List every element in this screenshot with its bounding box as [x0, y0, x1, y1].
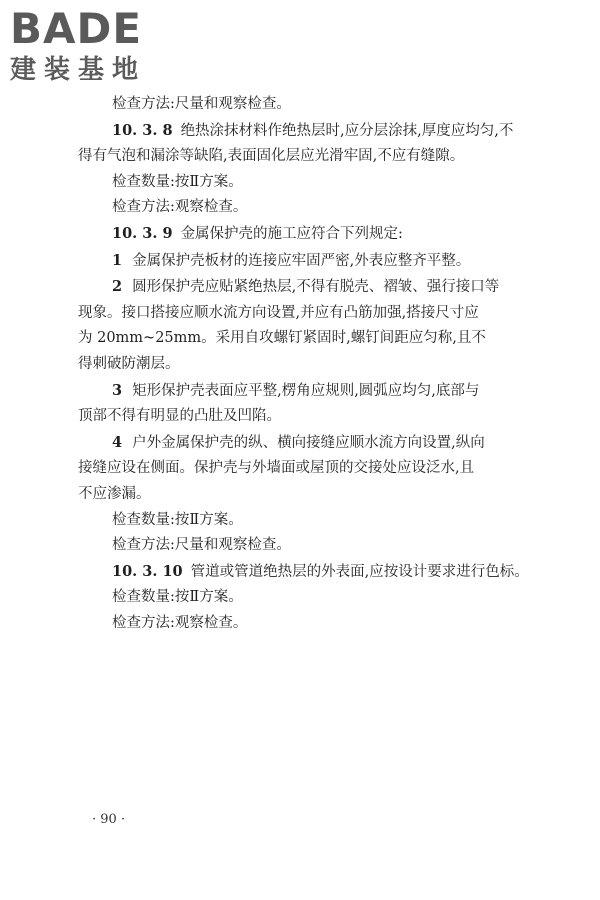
item-number: 4	[112, 433, 123, 451]
line-text: 检查数量:按Ⅱ方案。	[112, 511, 243, 528]
list-item-line	[78, 430, 518, 457]
list-item-line	[78, 378, 518, 405]
clause-number: 10. 3. 8	[112, 121, 173, 139]
line-text: 顶部不得有明显的凸肚及凹陷。	[78, 408, 281, 425]
line-text: 金属保护壳板材的连接应牢固严密,外表应整齐平整。	[132, 252, 471, 269]
text-line	[78, 404, 518, 430]
text-line	[78, 533, 518, 559]
document-body	[78, 92, 529, 636]
line-text: 不应渗漏。	[78, 485, 151, 502]
text-line	[78, 611, 518, 637]
item-number: 1	[112, 251, 123, 269]
clause-line	[78, 559, 529, 586]
logo-text: BADE	[10, 4, 143, 53]
line-text: 管道或管道绝热层的外表面,应按设计要求进行色标。	[190, 563, 529, 580]
line-text: 检查数量:按Ⅱ方案。	[112, 173, 243, 190]
line-text: 金属保护壳的施工应符合下列规定:	[180, 225, 403, 242]
clause-number: 10. 3. 9	[112, 224, 173, 242]
line-text: 检查方法:尺量和观察检查。	[112, 96, 291, 112]
text-line	[78, 92, 518, 118]
line-text: 得刺破防潮层。	[78, 355, 180, 372]
line-text: 圆形保护壳应贴紧绝热层,不得有脱壳、褶皱、强行接口等	[132, 279, 500, 296]
line-text: 绝热涂抹材料作绝热层时,应分层涂抹,厚度应均匀,不	[180, 122, 514, 139]
line-text: 接缝应设在侧面。保护壳与外墙面或屋顶的交接处应设泛水,且	[78, 460, 475, 477]
brand-logo	[10, 6, 180, 86]
item-number: 2	[112, 278, 123, 296]
clause-line	[78, 221, 518, 248]
line-text: 为 20mm~25mm。采用自攻螺钉紧固时,螺钉间距应匀称,且不	[78, 330, 486, 347]
line-text: 矩形保护壳表面应平整,楞角应规则,圆弧应均匀,底部与	[132, 382, 480, 399]
clause-line	[78, 118, 518, 145]
text-line	[78, 195, 518, 221]
line-text: 检查数量:按Ⅱ方案。	[112, 589, 243, 606]
line-text: 户外金属保护壳的纵、横向接缝应顺水流方向设置,纵向	[132, 434, 485, 451]
item-number: 3	[112, 381, 123, 399]
text-line	[78, 326, 518, 352]
text-line	[78, 508, 518, 534]
text-line	[78, 585, 518, 611]
list-item-line	[78, 248, 518, 275]
text-line	[78, 352, 518, 378]
line-text: 检查方法:观察检查。	[112, 614, 248, 631]
line-text: 得有气泡和漏涂等缺陷,表面固化层应光滑牢固,不应有缝隙。	[78, 148, 465, 165]
line-text: 检查方法:观察检查。	[112, 199, 248, 216]
text-line	[78, 170, 518, 196]
text-line	[78, 482, 518, 508]
logo-subtitle: 建装基地	[10, 55, 147, 85]
clause-number: 10. 3. 10	[112, 562, 183, 580]
text-line	[78, 301, 518, 327]
text-line	[78, 144, 518, 170]
page-number: · 90 ·	[92, 812, 126, 827]
list-item-line	[78, 274, 518, 301]
text-line	[78, 456, 518, 482]
line-text: 现象。接口搭接应顺水流方向设置,并应有凸筋加强,搭接尺寸应	[78, 304, 479, 321]
line-text: 检查方法:尺量和观察检查。	[112, 537, 291, 554]
